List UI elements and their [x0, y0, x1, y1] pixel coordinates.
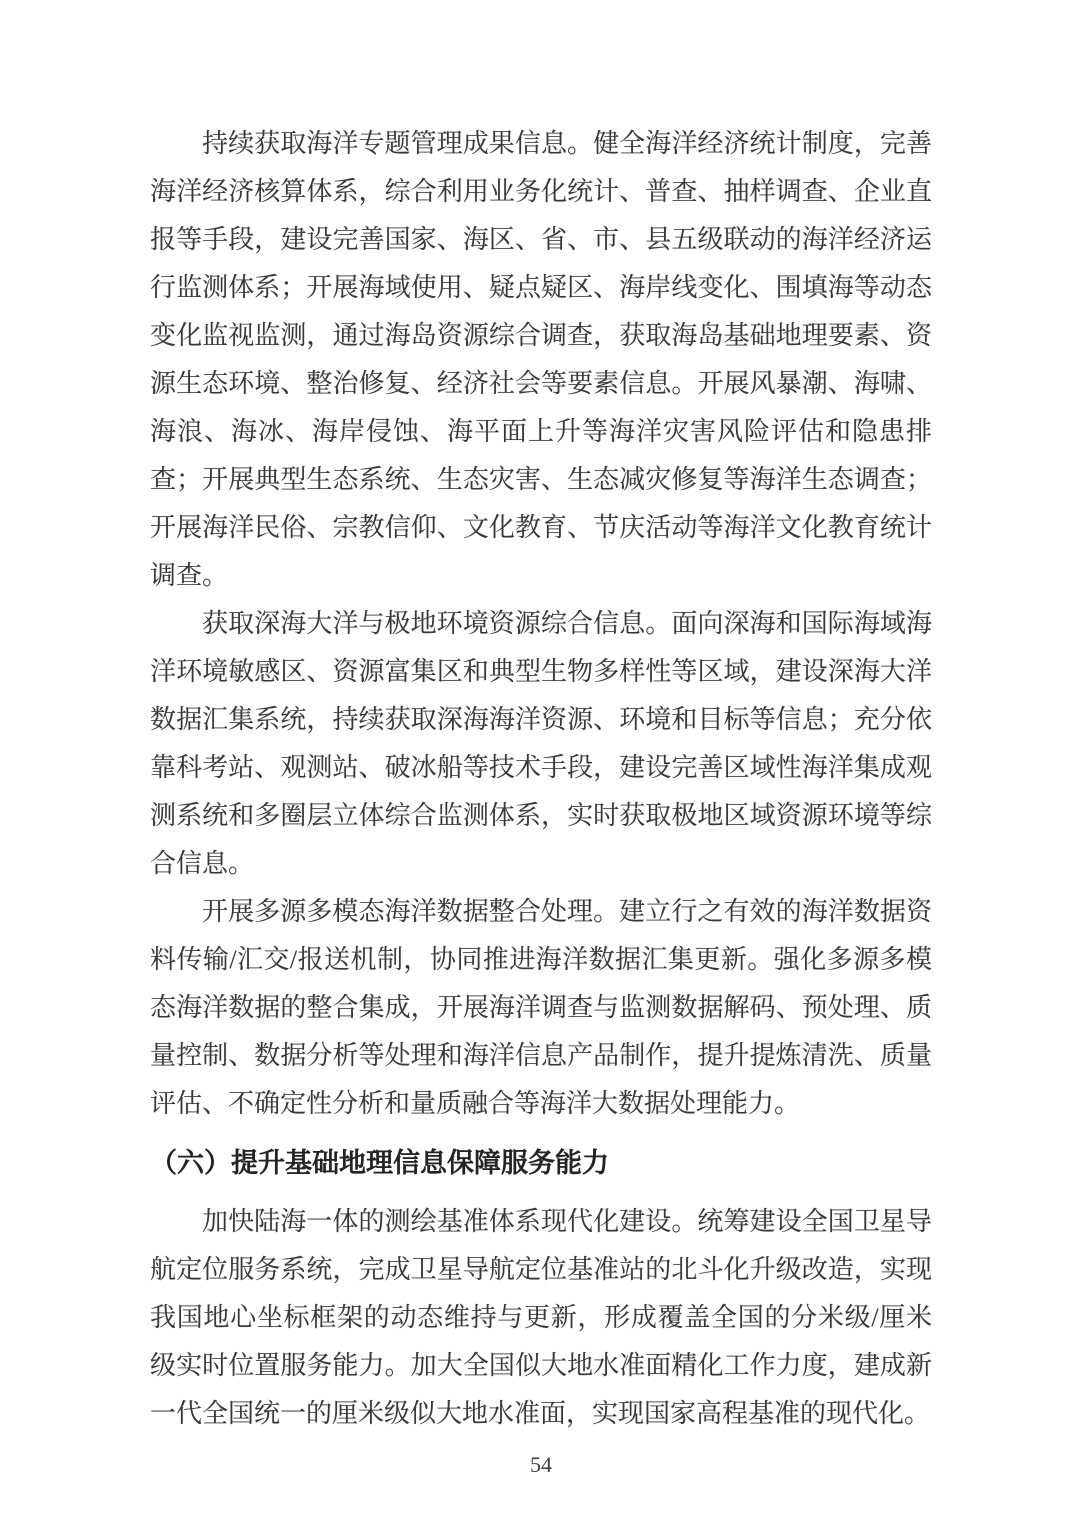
- section-heading-6-basic-geographic-information: （六）提升基础地理信息保障服务能力: [150, 1148, 609, 1178]
- paragraph-multisource-marine-data-processing: 开展多源多模态海洋数据整合处理。建立行之有效的海洋数据资料传输/汇交/报送机制，协同推进海洋数据汇集更新。强化多源多模态海洋数据的整合集成，开展海洋调查与监测数据解码、预处理、质量控制、数据分析等处理和海洋信息产品制作，提升提炼清洗、质量评估、不确定性分析和量质融合等海洋大数据处理能力。: [150, 897, 932, 1118]
- page-number: 54: [530, 1452, 552, 1477]
- paragraph-deep-sea-polar-environment-info: 获取深海大洋与极地环境资源综合信息。面向深海和国际海域海洋环境敏感区、资源富集区和典型生物多样性等区域，建设深海大洋数据汇集系统，持续获取深海海洋资源、环境和目标等信息；充分依靠科考站、观测站、破冰船等技术手段，建设完善区域性海洋集成观测系统和多圈层立体综合监测体系，实时获取极地区域资源环境等综合信息。: [150, 609, 932, 878]
- paragraph-marine-thematic-management-info: 持续获取海洋专题管理成果信息。健全海洋经济统计制度，完善海洋经济核算体系，综合利用业务化统计、普查、抽样调查、企业直报等手段，建设完善国家、海区、省、市、县五级联动的海洋经济运行监测体系；开展海域使用、疑点疑区、海岸线变化、围填海等动态变化监视监测，通过海岛资源综合调查，获取海岛基础地理要素、资源生态环境、整治修复、经济社会等要素信息。开展风暴潮、海啸、海浪、海冰、海岸侵蚀、海平面上升等海洋灾害风险评估和隐患排查；开展典型生态系统、生态灾害、生态减灾修复等海洋生态调查；开展海洋民俗、宗教信仰、文化教育、节庆活动等海洋文化教育统计调查。: [150, 129, 932, 590]
- paragraph-surveying-mapping-datum-modernization: 加快陆海一体的测绘基准体系现代化建设。统筹建设全国卫星导航定位服务系统，完成卫星导航定位基准站的北斗化升级改造，实现我国地心坐标框架的动态维持与更新，形成覆盖全国的分米级/厘米级实时位置服务能力。加大全国似大地水准面精化工作力度，建成新一代全国统一的厘米级似大地水准面，实现国家高程基准的现代化。: [150, 1207, 932, 1428]
